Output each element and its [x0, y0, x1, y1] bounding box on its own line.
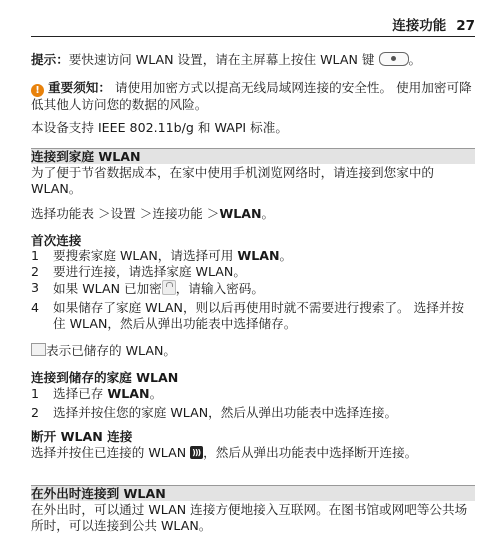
tip-paragraph	[31, 52, 476, 68]
saved-note	[31, 343, 476, 359]
header-title: 连接功能	[392, 18, 447, 34]
tip-text: 要快速访问 WLAN 设置，请在主屏幕上按住 WLAN 键	[68, 52, 375, 67]
menu-path-end: 。	[261, 206, 275, 221]
tip-label: 提示：	[31, 52, 69, 67]
saved-steps	[31, 386, 476, 421]
disconnect-text	[31, 445, 476, 461]
menu-path-prefix: 选择功能表 ＞设置 ＞连接功能 ＞	[31, 206, 220, 221]
list-item	[31, 405, 476, 421]
step-number: 2	[31, 405, 40, 420]
tip-end: 。	[408, 52, 422, 67]
disconnect-text-a: 选择并按住已连接的 WLAN	[31, 445, 187, 460]
step-text: 要搜索家庭 WLAN，请选择可用	[53, 248, 238, 263]
section-home-title: 连接到家庭 WLAN	[31, 148, 475, 164]
section-home-body: 为了便于节省数据成本，在家中使用手机浏览网络时，请连接到您家中的 WLAN。	[31, 165, 434, 196]
page-number: 27	[456, 18, 475, 34]
first-time-steps	[31, 248, 476, 332]
step-text: 如果 WLAN 已加密	[53, 281, 162, 296]
step-number: 3	[31, 280, 40, 295]
step-text-end: ，请输入密码。	[175, 281, 264, 296]
section-disconnect-title: 断开 WLAN 连接	[31, 429, 133, 444]
section-saved-title: 连接到储存的家庭 WLAN	[31, 370, 179, 385]
first-time-heading: 首次连接	[31, 233, 82, 248]
disconnect-text-b: ，然后从弹出功能表中选择断开连接。	[203, 445, 418, 460]
saved-note-text: 表示已储存的 WLAN。	[46, 343, 176, 358]
list-item	[31, 386, 476, 402]
support-text: 本设备支持 IEEE 802.11b/g 和 WAPI 标准。	[31, 120, 288, 135]
menu-path	[31, 206, 476, 222]
list-item	[31, 248, 476, 264]
section-out-title: 在外出时连接到 WLAN	[31, 485, 475, 501]
section-out-body: 在外出时，可以通过 WLAN 连接方便地接入互联网。在图书馆或网吧等公共场所时，可以连接到公共 WLAN。	[31, 502, 468, 533]
menu-path-last: WLAN	[219, 206, 262, 221]
step-number: 4	[31, 300, 40, 315]
list-item	[31, 264, 476, 280]
step-text: 如果储存了家庭 WLAN，则以后再使用时就不需要进行搜索了。 选择并按住 WLAN，然后从弹出功能表中选择储存。	[53, 300, 465, 331]
wlan-key-icon	[379, 52, 409, 66]
step-number: 2	[31, 264, 40, 279]
notice-label: 重要须知：	[48, 80, 111, 95]
step-number: 1	[31, 386, 40, 401]
step-text: 要进行连接，请选择家庭 WLAN。	[53, 264, 246, 279]
warning-icon: !	[31, 84, 44, 97]
list-item	[31, 280, 476, 297]
notice-text: 请使用加密方式以提高无线局域网连接的安全性。 使用加密可降低其他人访问您的数据的风险。	[31, 80, 472, 112]
page-header	[31, 14, 475, 37]
step-number: 1	[31, 248, 40, 263]
step-bold: WLAN	[237, 248, 280, 263]
lock-icon	[162, 280, 176, 295]
notice-paragraph	[31, 80, 476, 113]
step-text: 选择已存	[53, 386, 108, 401]
step-text-end: 。	[149, 386, 163, 401]
step-text: 选择并按住您的家庭 WLAN，然后从弹出功能表中选择连接。	[53, 405, 398, 420]
saved-wlan-icon	[31, 343, 46, 356]
step-bold: WLAN	[107, 386, 150, 401]
wlan-connected-icon	[190, 446, 203, 459]
list-item	[31, 300, 476, 332]
step-text-end: 。	[279, 248, 293, 263]
